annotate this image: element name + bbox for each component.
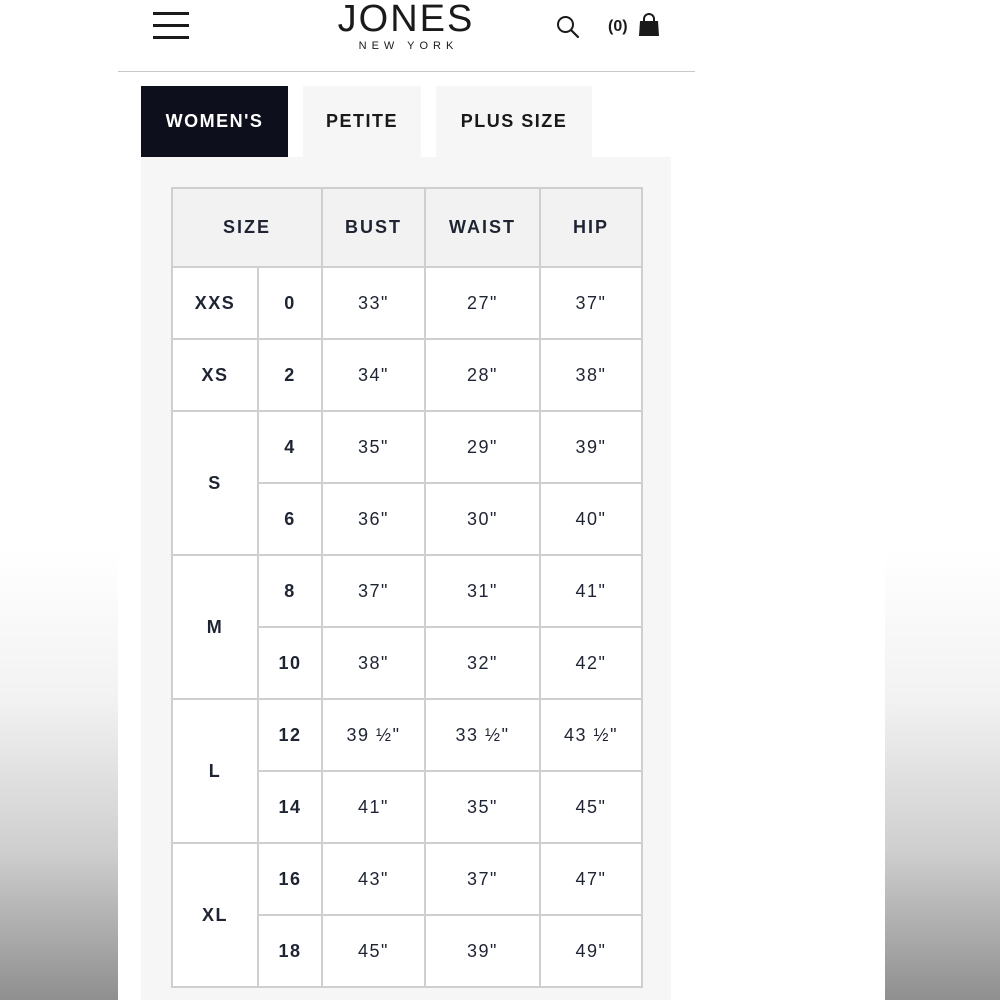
bust-value: 33": [322, 267, 425, 339]
bust-value: 36": [322, 483, 425, 555]
table-row: [172, 843, 642, 915]
table-header-row: [172, 188, 642, 267]
cart-count[interactable]: (0): [608, 18, 628, 35]
hip-value: 49": [540, 915, 642, 987]
table-row: [172, 555, 642, 627]
hip-value: 40": [540, 483, 642, 555]
hip-value: 41": [540, 555, 642, 627]
size-number: 10: [258, 627, 322, 699]
size-number: 6: [258, 483, 322, 555]
size-label-m: M: [172, 555, 258, 699]
size-label-s: S: [172, 411, 258, 555]
size-number: 14: [258, 771, 322, 843]
hamburger-menu-icon[interactable]: [153, 12, 189, 40]
logo-subtitle: NEW YORK: [358, 40, 459, 52]
bust-value: 39 ½": [322, 699, 425, 771]
size-number: 0: [258, 267, 322, 339]
table-row: [172, 411, 642, 483]
table-row: [172, 267, 642, 339]
background-panel: [695, 0, 885, 1000]
hip-value: 45": [540, 771, 642, 843]
header-waist: WAIST: [425, 188, 540, 267]
tab-petite[interactable]: PETITE: [303, 86, 421, 157]
waist-value: 37": [425, 843, 540, 915]
size-chart-table: [171, 187, 643, 988]
bust-value: 38": [322, 627, 425, 699]
bust-value: 45": [322, 915, 425, 987]
size-number: 4: [258, 411, 322, 483]
table-row: [172, 699, 642, 771]
header-size: SIZE: [172, 188, 322, 267]
size-number: 2: [258, 339, 322, 411]
waist-value: 29": [425, 411, 540, 483]
search-icon[interactable]: [556, 15, 580, 39]
hip-value: 42": [540, 627, 642, 699]
brand-logo[interactable]: [308, 0, 504, 52]
size-label-xl: XL: [172, 843, 258, 987]
waist-value: 32": [425, 627, 540, 699]
size-chart-panel: [141, 157, 671, 1000]
header-bust: BUST: [322, 188, 425, 267]
tab-plus-size[interactable]: PLUS SIZE: [436, 86, 592, 157]
logo-wordmark: JONES: [337, 0, 475, 40]
bust-value: 34": [322, 339, 425, 411]
shopping-bag-icon[interactable]: [638, 13, 660, 37]
tab-womens[interactable]: WOMEN'S: [141, 86, 288, 157]
waist-value: 33 ½": [425, 699, 540, 771]
size-number: 12: [258, 699, 322, 771]
hip-value: 43 ½": [540, 699, 642, 771]
mobile-page: [118, 0, 695, 1000]
waist-value: 39": [425, 915, 540, 987]
hip-value: 39": [540, 411, 642, 483]
bust-value: 37": [322, 555, 425, 627]
size-label-l: L: [172, 699, 258, 843]
table-row: [172, 339, 642, 411]
site-header: [118, 0, 695, 72]
size-label-xs: XS: [172, 339, 258, 411]
waist-value: 35": [425, 771, 540, 843]
hip-value: 38": [540, 339, 642, 411]
waist-value: 28": [425, 339, 540, 411]
hip-value: 37": [540, 267, 642, 339]
bust-value: 41": [322, 771, 425, 843]
size-number: 18: [258, 915, 322, 987]
waist-value: 27": [425, 267, 540, 339]
bust-value: 35": [322, 411, 425, 483]
waist-value: 30": [425, 483, 540, 555]
size-label-xxs: XXS: [172, 267, 258, 339]
waist-value: 31": [425, 555, 540, 627]
hip-value: 47": [540, 843, 642, 915]
size-number: 16: [258, 843, 322, 915]
bust-value: 43": [322, 843, 425, 915]
size-number: 8: [258, 555, 322, 627]
header-hip: HIP: [540, 188, 642, 267]
